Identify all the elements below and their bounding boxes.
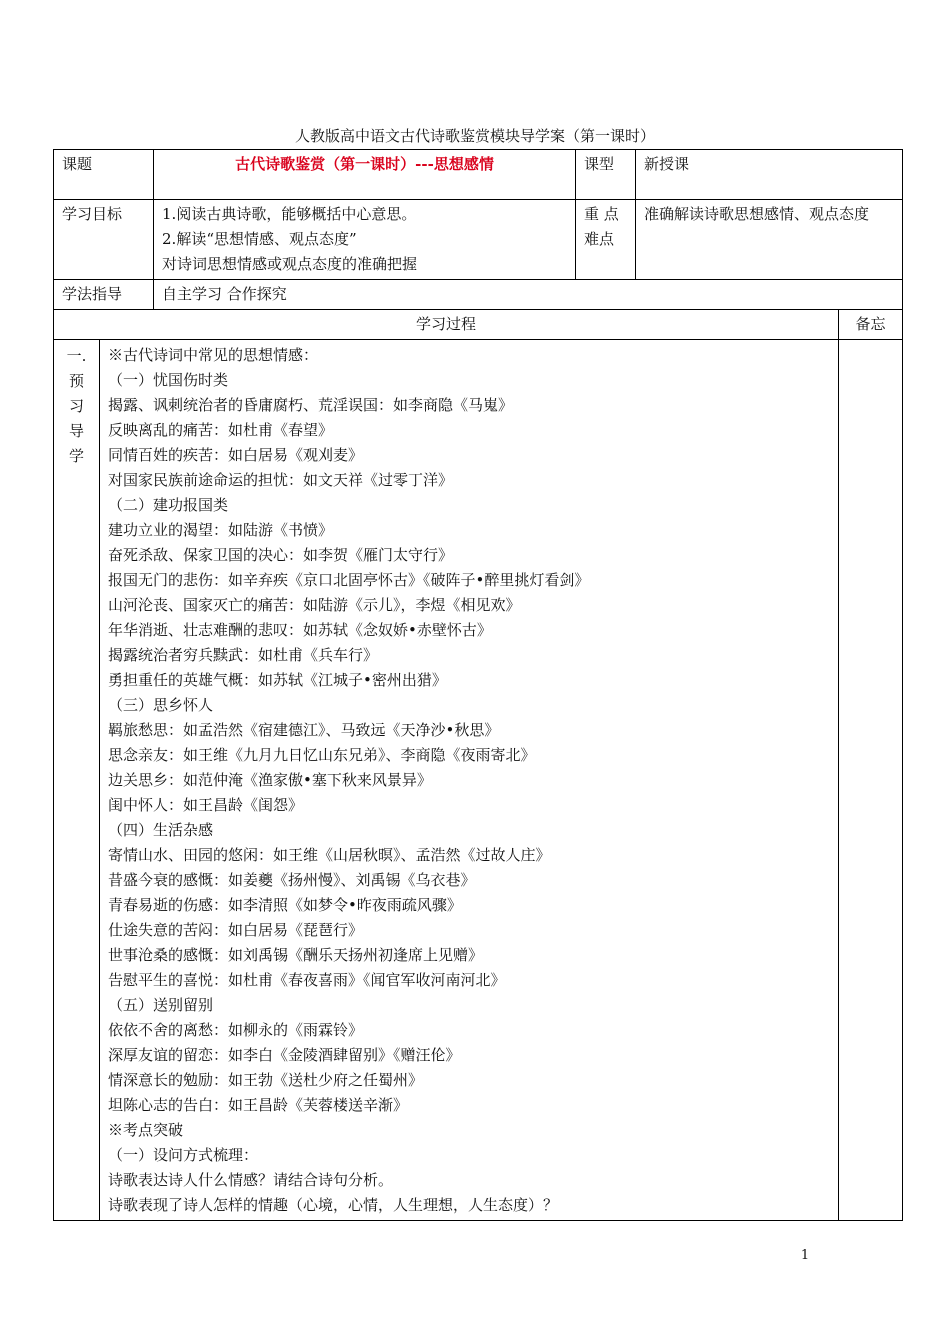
key-value: 准确解读诗歌思想感情、观点态度 bbox=[636, 200, 903, 280]
page-number: 1 bbox=[800, 1248, 810, 1263]
process-line: 青春易逝的伤感：如李清照《如梦令•昨夜雨疏风骤》 bbox=[108, 896, 462, 914]
topic-label: 课题 bbox=[54, 150, 154, 200]
process-line: 昔盛今衰的感慨：如姜夔《扬州慢》、刘禹锡《乌衣巷》 bbox=[108, 871, 476, 889]
process-line: （一）忧国伤时类 bbox=[108, 371, 229, 389]
topic-row bbox=[54, 150, 903, 200]
section-label-char: 学 bbox=[68, 447, 84, 465]
goal-row bbox=[54, 200, 903, 280]
process-line: （二）建功报国类 bbox=[108, 496, 229, 514]
process-line: 揭露、讽刺统治者的昏庸腐朽、荒淫误国：如李商隐《马嵬》 bbox=[108, 396, 514, 414]
goal-content bbox=[154, 200, 576, 280]
process-line: 世事沧桑的感慨：如刘禹锡《酬乐天扬州初逢席上见赠》 bbox=[108, 946, 484, 964]
process-line: 山河沦丧、国家灭亡的痛苦：如陆游《示儿》，李煜《相见欢》 bbox=[108, 596, 521, 614]
process-line: （一）设问方式梳理： bbox=[108, 1146, 259, 1164]
process-line: 勇担重任的英雄气概：如苏轼《江城子•密州出猎》 bbox=[108, 671, 447, 689]
notes-label: 备忘 bbox=[839, 310, 903, 340]
notes-column bbox=[839, 340, 903, 1221]
type-value: 新授课 bbox=[636, 150, 903, 200]
method-label: 学法指导 bbox=[54, 280, 154, 310]
process-line: 反映离乱的痛苦：如杜甫《春望》 bbox=[108, 421, 334, 439]
process-line: 依依不舍的离愁：如柳永的《雨霖铃》 bbox=[108, 1021, 364, 1039]
process-header-row bbox=[54, 310, 903, 340]
section-label bbox=[54, 340, 100, 1221]
process-line: 诗歌表达诗人什么情感？请结合诗句分析。 bbox=[108, 1171, 394, 1189]
document-title: 人教版高中语文古代诗歌鉴赏模块导学案（第一课时） bbox=[294, 127, 655, 145]
process-body-row bbox=[54, 340, 903, 1221]
process-line: 对国家民族前途命运的担忧：如文天祥《过零丁洋》 bbox=[108, 471, 454, 489]
process-line: 揭露统治者穷兵黩武：如杜甫《兵车行》 bbox=[108, 646, 379, 664]
process-line: ※考点突破 bbox=[108, 1121, 184, 1139]
process-line: （五）送别留别 bbox=[108, 996, 214, 1014]
process-line: 报国无门的悲伤：如辛弃疾《京口北固亭怀古》《破阵子•醉里挑灯看剑》 bbox=[108, 571, 590, 589]
section-label-char: 习 bbox=[68, 397, 84, 415]
process-line: 羁旅愁思：如孟浩然《宿建德江》、马致远《天净沙•秋思》 bbox=[108, 721, 500, 739]
process-line: 寄情山水、田园的悠闲：如王维《山居秋暝》、孟浩然《过故人庄》 bbox=[108, 846, 551, 864]
process-line: 建功立业的渴望：如陆游《书愤》 bbox=[108, 521, 334, 539]
type-label: 课型 bbox=[576, 150, 636, 200]
process-content bbox=[100, 340, 839, 1221]
process-line: 诗歌表现了诗人怎样的情趣（心境，心情，人生理想，人生态度）？ bbox=[108, 1196, 559, 1214]
section-label-char: 一. bbox=[66, 347, 87, 365]
method-value: 自主学习 合作探究 bbox=[154, 280, 903, 310]
process-line: 仕途失意的苦闷：如白居易《琵琶行》 bbox=[108, 921, 364, 939]
goal-line: 对诗词思想情感或观点态度的准确把握 bbox=[162, 255, 418, 273]
section-label-char: 导 bbox=[68, 422, 84, 440]
process-line: （四）生活杂感 bbox=[108, 821, 214, 839]
process-line: 情深意长的勉励：如王勃《送杜少府之任蜀州》 bbox=[108, 1071, 424, 1089]
process-line: 奋死杀敌、保家卫国的决心：如李贺《雁门太守行》 bbox=[108, 546, 454, 564]
process-line: 深厚友谊的留恋：如李白《金陵酒肆留别》《赠汪伦》 bbox=[108, 1046, 461, 1064]
goal-line: 2.解读“思想情感、观点态度” bbox=[162, 230, 357, 248]
goal-line: 1.阅读古典诗歌，能够概括中心意思。 bbox=[162, 205, 417, 223]
process-line: 思念亲友：如王维《九月九日忆山东兄弟》、李商隐《夜雨寄北》 bbox=[108, 746, 536, 764]
section-label-char: 预 bbox=[68, 372, 84, 390]
method-row bbox=[54, 280, 903, 310]
process-line: 坦陈心志的告白：如王昌龄《芙蓉楼送辛渐》 bbox=[108, 1096, 409, 1114]
process-line: 同情百姓的疾苦：如白居易《观刈麦》 bbox=[108, 446, 364, 464]
key-label-line: 重 点 bbox=[584, 205, 619, 223]
lesson-plan-table bbox=[53, 149, 903, 1221]
topic-value: 古代诗歌鉴赏（第一课时）---思想感情 bbox=[154, 150, 576, 200]
process-line: 告慰平生的喜悦：如杜甫《春夜喜雨》《闻官军收河南河北》 bbox=[108, 971, 506, 989]
key-label bbox=[576, 200, 636, 280]
process-line: （三）思乡怀人 bbox=[108, 696, 214, 714]
process-line: 年华消逝、壮志难酬的悲叹：如苏轼《念奴娇•赤壁怀古》 bbox=[108, 621, 492, 639]
goal-label: 学习目标 bbox=[54, 200, 154, 280]
process-line: ※古代诗词中常见的思想情感： bbox=[108, 346, 319, 364]
process-line: 闺中怀人：如王昌龄《闺怨》 bbox=[108, 796, 304, 814]
process-title: 学习过程 bbox=[54, 310, 839, 340]
process-line: 边关思乡：如范仲淹《渔家傲•塞下秋来风景异》 bbox=[108, 771, 432, 789]
key-label-line: 难点 bbox=[584, 230, 615, 248]
